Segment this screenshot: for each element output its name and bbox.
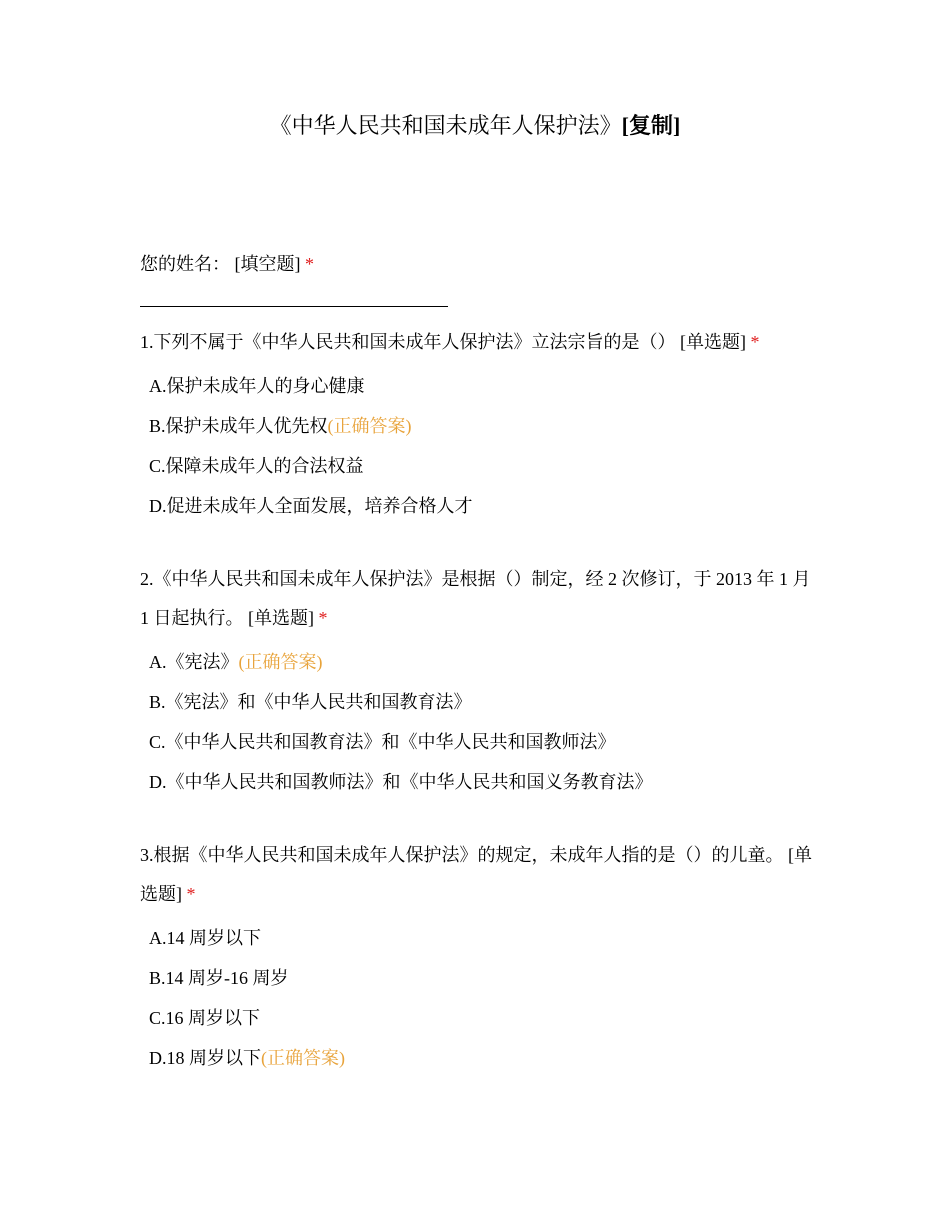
option-c[interactable] xyxy=(149,998,812,1038)
option-b[interactable] xyxy=(149,682,812,722)
question-stem: 1.下列不属于《中华人民共和国未成年人保护法》立法宗旨的是（） xyxy=(140,332,680,352)
option-a[interactable] xyxy=(149,366,812,406)
survey-body xyxy=(140,248,812,1078)
option-b[interactable] xyxy=(149,958,812,998)
title-text: 《中华人民共和国未成年人保护法》 xyxy=(269,113,622,138)
required-mark: * xyxy=(305,254,314,274)
option-d[interactable] xyxy=(149,762,812,802)
option-text: C.16 周岁以下 xyxy=(149,1008,261,1028)
option-text: A.14 周岁以下 xyxy=(149,928,261,948)
option-text: B.14 周岁-16 周岁 xyxy=(149,968,289,988)
option-list xyxy=(149,366,812,526)
correct-answer-note: (正确答案) xyxy=(327,416,412,436)
option-text: D.《中华人民共和国教师法》和《中华人民共和国义务教育法》 xyxy=(149,772,653,792)
question-1 xyxy=(140,323,812,526)
question-stem: 2.《中华人民共和国未成年人保护法》是根据（）制定，经 2 次修订，于 2013 年 1 月 1 日起执行。 xyxy=(140,569,811,628)
question-type: [填空题] xyxy=(234,254,301,274)
option-text: A.《宪法》 xyxy=(149,652,239,672)
option-text: B.《宪法》和《中华人民共和国教育法》 xyxy=(149,692,472,712)
option-d[interactable] xyxy=(149,486,812,526)
correct-answer-note: (正确答案) xyxy=(238,652,323,672)
option-a[interactable] xyxy=(149,918,812,958)
question-type: [单选题] xyxy=(248,608,314,628)
question-stem: 3.根据《中华人民共和国未成年人保护法》的规定，未成年人指的是（）的儿童。 xyxy=(140,845,788,865)
name-field-label xyxy=(140,248,812,280)
required-mark: * xyxy=(318,608,328,628)
question-2 xyxy=(140,560,812,802)
option-a[interactable] xyxy=(149,642,812,682)
name-label-text: 您的姓名： xyxy=(140,254,230,274)
option-text: D.18 周岁以下 xyxy=(149,1048,261,1068)
question-text xyxy=(140,836,812,914)
question-type: [单选题] xyxy=(140,845,812,904)
option-list xyxy=(149,918,812,1078)
option-d[interactable] xyxy=(149,1038,812,1078)
option-b[interactable] xyxy=(149,406,812,446)
option-text: C.保障未成年人的合法权益 xyxy=(149,456,364,476)
question-text xyxy=(140,560,812,638)
option-c[interactable] xyxy=(149,722,812,762)
option-c[interactable] xyxy=(149,446,812,486)
name-input-line[interactable] xyxy=(140,306,448,307)
correct-answer-note: (正确答案) xyxy=(261,1048,345,1068)
option-text: C.《中华人民共和国教育法》和《中华人民共和国教师法》 xyxy=(149,732,616,752)
required-mark: * xyxy=(750,332,760,352)
page-title xyxy=(0,110,950,142)
option-text: D.促进未成年人全面发展，培养合格人才 xyxy=(149,496,473,516)
title-tag: [复制] xyxy=(621,113,681,138)
option-text: B.保护未成年人优先权 xyxy=(149,416,328,436)
option-list xyxy=(149,642,812,802)
question-type: [单选题] xyxy=(680,332,746,352)
question-3 xyxy=(140,836,812,1078)
option-text: A.保护未成年人的身心健康 xyxy=(149,376,365,396)
question-text xyxy=(140,323,812,362)
required-mark: * xyxy=(186,884,196,904)
